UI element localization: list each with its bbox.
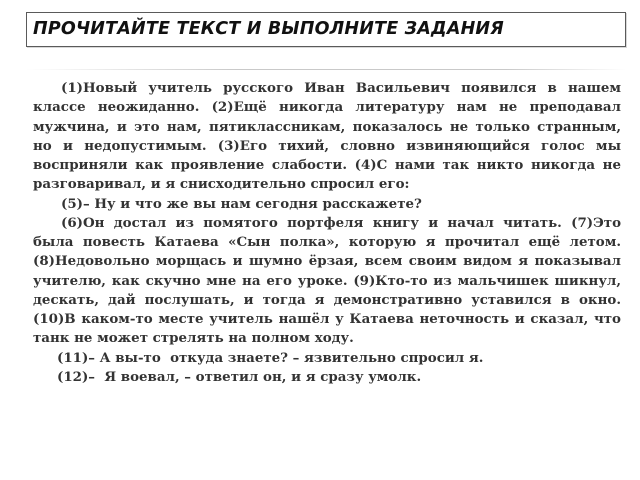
page-title: ПРОЧИТАЙТЕ ТЕКСТ И ВЫПОЛНИТЕ ЗАДАНИЯ: [33, 19, 504, 39]
paragraph-2: (5)– Ну и что же вы нам сегодня расскажете?: [61, 195, 422, 212]
reading-text: [33, 79, 621, 387]
paragraph-4: (11)– А вы-то откуда знаете? – язвительно спросил я.: [57, 349, 484, 366]
divider-line: [26, 69, 626, 70]
title-box: [26, 12, 626, 47]
paragraph-5: (12)– Я воевал, – ответил он, и я сразу умолк.: [57, 368, 422, 385]
paragraph-1: (1)Новый учитель русского Иван Васильевич появился в нашем классе неожиданно. (2)Ещё никогда литературу нам не преподавал мужчина, и это нам, пятиклассникам, показалось не только странным, но и недопустимым. (3)Его тихий, словно извиняющийся голос мы восприняли как проявление слабости. (4)С нами так никто никогда не разговаривал, и я снисходительно спросил его:: [33, 80, 621, 193]
paragraph-3: (6)Он достал из помятого портфеля книгу и начал читать. (7)Это была повесть Катаева «Сын полка», которую я прочитал ещё летом. (8)Недовольно морщась и шумно ёрзая, всем своим видом я показывал учителю, как скучно мне на его уроке. (9)Кто-то из мальчишек шикнул, дескать, дай послушать, и тогда я демонстративно уставился в окно. (10)В каком-то месте учитель нашёл у Катаева неточность и сказал, что танк не может стрелять на полном ходу.: [33, 214, 621, 347]
